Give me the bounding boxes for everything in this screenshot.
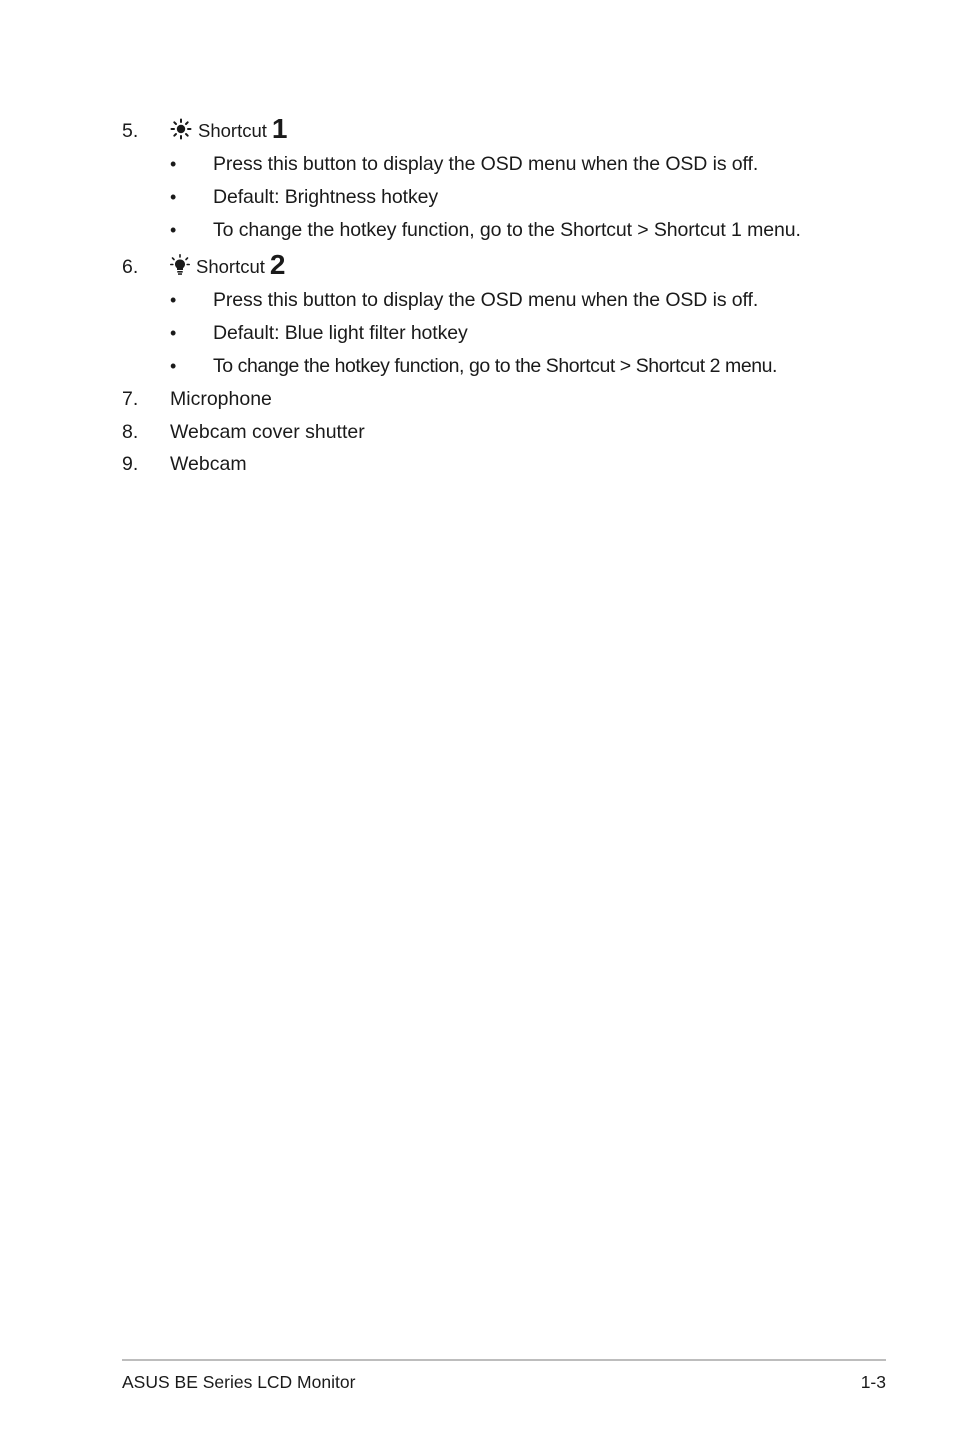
bullet-text: To change the hotkey function, go to the Shortcut > Shortcut 2 menu.: [213, 355, 777, 377]
shortcut-number: 2: [269, 249, 286, 280]
item-number: 7.: [122, 388, 139, 410]
bullet-glyph: •: [170, 356, 177, 376]
item-number: 8.: [122, 421, 139, 443]
footer-page-number: 1-3: [860, 1372, 886, 1392]
bullet-text: Press this button to display the OSD menu when the OSD is off.: [213, 289, 759, 311]
footer-divider: [122, 1359, 886, 1361]
shortcut-number: 1: [271, 113, 288, 144]
bullet-text: Default: Brightness hotkey: [213, 186, 439, 208]
shortcut-label: Shortcut: [198, 120, 267, 141]
shortcut-label: Shortcut: [196, 256, 265, 277]
bullet-glyph: •: [170, 220, 177, 240]
item-number: 9.: [122, 453, 139, 475]
brightness-sun-icon: [170, 118, 192, 140]
item-label: Webcam: [170, 453, 247, 475]
item-number: 5.: [122, 120, 139, 142]
bullet-text: To change the hotkey function, go to the Shortcut > Shortcut 1 menu.: [213, 219, 801, 241]
bullet-text: Default: Blue light filter hotkey: [213, 322, 468, 344]
item-label: Microphone: [170, 388, 272, 410]
item-number: 6.: [122, 256, 139, 278]
shortcut-2-heading: [170, 251, 285, 279]
shortcut-1-heading: [170, 115, 287, 143]
bullet-glyph: •: [170, 154, 177, 174]
item-label: Webcam cover shutter: [170, 421, 365, 443]
footer-title: ASUS BE Series LCD Monitor: [122, 1372, 356, 1392]
bullet-glyph: •: [170, 187, 177, 207]
bullet-text: Press this button to display the OSD menu when the OSD is off.: [213, 153, 759, 175]
blue-light-bulb-icon: [170, 254, 190, 276]
bullet-glyph: •: [170, 290, 177, 310]
bullet-glyph: •: [170, 323, 177, 343]
